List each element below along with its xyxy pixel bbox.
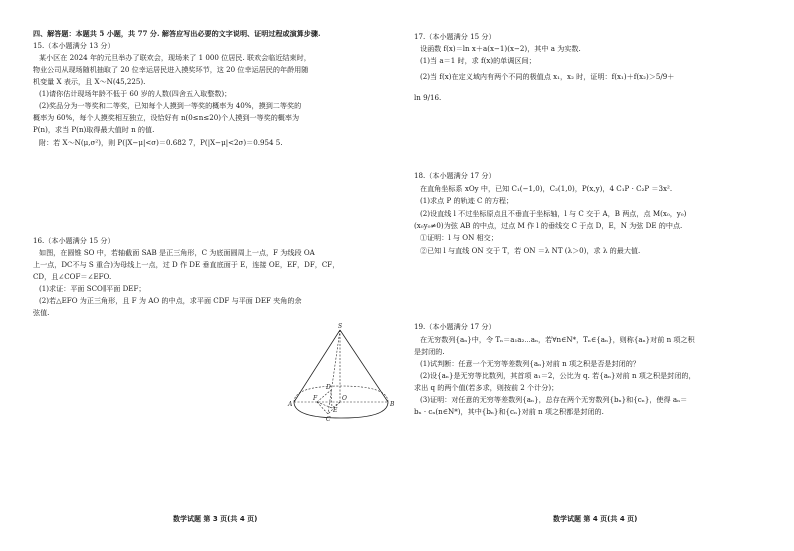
problem-18-line: (x₀y₀≠0)为弦 AB 的中点，过点 M 作 l 的垂线交 C 于点 D，E，N 为弦 DE 的中点. [414, 221, 683, 230]
problem-19-line: 求出 q 的两个值(若多求，则按前 2 个计分)； [414, 383, 559, 392]
problem-16-part-1: (1)求证：平面 SCO∥平面 DEF； [39, 284, 146, 293]
problem-16-part-2: (2)若△EFO 为正三角形，且 F 为 AO 的中点，求平面 CDF 与平面 DEF 夹角的余 [39, 296, 302, 305]
problem-16-line: 弦值. [33, 308, 50, 317]
problem-18-part-1: (1)求点 P 的轨迹 C 的方程； [420, 196, 514, 205]
problem-19-line: 是封闭的. [414, 347, 445, 356]
problem-17-header: 17.（本小题满分 15 分） [414, 32, 496, 41]
section-title: 四、解答题：本题共 5 小题，共 77 分. 解答应写出必要的文字说明、证明过程或演算步骤. [33, 29, 321, 38]
problem-15-part-1: (1)请你估计现场年龄不低于 60 岁的人数(四舍五入取整数)； [39, 89, 232, 98]
problem-19-line: 在无穷数列{aₙ}中，令 Tₙ＝a₁a₂⋯aₙ，若∀n∈N*，Tₙ∈{aₙ}，则称{aₙ}对前 n 项之积 [420, 335, 695, 344]
cone-figure [286, 322, 398, 422]
problem-18-part-2: (2)设直线 l 不过坐标原点且不垂直于坐标轴，l 与 C 交于 A，B 两点，点 M(x₀，y₀) [420, 209, 687, 218]
problem-16-header: 16.（本小题满分 15 分） [33, 236, 115, 245]
problem-15-line: 机变量 X 表示，且 X～N(45,225). [33, 77, 146, 86]
label-s: S [338, 323, 343, 330]
label-a: A [288, 401, 293, 408]
segment-fd [317, 390, 331, 402]
problem-18-header: 18.（本小题满分 17 分） [414, 171, 496, 180]
problem-15-part-2: (2)奖品分为一等奖和二等奖，已知每个人摸到一等奖的概率为 40%，摸到二等奖的 [39, 101, 302, 110]
problem-15-line: P(n)，求当 P(n)取得最大值时 n 的值. [33, 125, 155, 134]
label-d: D [326, 384, 331, 391]
problem-15-line: 概率为 60%，每个人摸奖相互独立，设恰好有 n(0≤n≤20)个人摸到一等奖的概率为 [33, 113, 300, 122]
problem-15-line: 物业公司从现场随机抽取了 20 位幸运居民进入摸奖环节，这 20 位幸运居民的年龄用随 [33, 65, 309, 74]
problem-19-header: 19.（本小题满分 17 分） [414, 322, 496, 331]
cone-base-back [294, 386, 388, 402]
label-o: O [342, 395, 347, 402]
label-f: F [313, 395, 318, 402]
problem-15-appendix: 附：若 X～N(μ,σ²)，则 P(|X−μ|<σ)＝0.682 7，P(|X−μ|<2σ)＝0.954 5. [39, 138, 283, 147]
problem-16-line: CD，且∠COF＝∠EFO. [33, 272, 112, 281]
problem-17-line: ln 9/16. [414, 93, 442, 102]
problem-16-line: 如图，在圆锥 SO 中，若轴截面 SAB 是正三角形，C 为底面圆周上一点，F 为线段 OA [39, 248, 315, 257]
problem-19-part-1: (1)试判断：任意一个无穷等差数列{aₙ}对前 n 项之积是否是封闭的？ [420, 359, 640, 368]
problem-17-part-1: (1)当 a＝1 时，求 f(x)的单调区间； [420, 56, 536, 65]
problem-15-header: 15.（本小题满分 13 分） [33, 41, 115, 50]
problem-17-line: 设函数 f(x)＝ln x＋a(x−1)(x−2)，其中 a 为实数. [420, 44, 581, 53]
problem-15-line: 某小区在 2024 年的元旦举办了联欢会，现场来了 1 000 位居民. 联欢会临近结束时， [39, 53, 311, 62]
problem-17-part-2: (2)当 f(x)在定义域内有两个不同的极值点 x₁，x₂ 时，证明：f(x₁)＋f(x₂)＞5/9＋ [420, 72, 675, 81]
label-b: B [390, 401, 395, 408]
problem-18-subpart-1: ①证明：l 与 ON 相交； [420, 233, 498, 242]
problem-18-line: 在直角坐标系 xOy 中，已知 C₁(−1,0)，C₂(1,0)，P(x,y)，4 C₁P · C₂P ＝3x². [420, 184, 673, 193]
problem-19-part-3: (3)证明：对任意的无穷等差数列{aₙ}，总存在两个无穷数列{bₙ}和{cₙ}，使得 aₙ＝ [420, 395, 688, 404]
cone-generatrix-sa [294, 330, 340, 402]
page-footer-left: 数学试题 第 3 页(共 4 页) [173, 515, 258, 523]
cone-generatrix-sb [340, 330, 388, 402]
label-e: E [333, 407, 338, 414]
page-footer-right: 数学试题 第 4 页(共 4 页) [553, 515, 638, 523]
problem-16-line: 上一点，DC不与 S 重合)为母线上一点，过 D 作 DE 垂直底面于 E，连接 OE，EF，DF，CF， [33, 260, 340, 269]
label-c: C [326, 416, 331, 422]
problem-19-line: bₙ · cₙ(n∈N*)，其中{bₙ}和{cₙ}对前 n 项之积都是封闭的. [414, 407, 604, 416]
problem-19-part-2: (2)设{aₙ}是无穷等比数列，其首项 a₁＝2，公比为 q. 若{aₙ}对前 n 项之积是封闭的， [420, 371, 696, 380]
segment-fc [317, 402, 328, 414]
problem-18-subpart-2: ②已知 l 与直线 ON 交于 T，若 ON ＝λ NT (λ＞0)，求 λ 的最大值. [420, 246, 641, 255]
cone-generatrix-sc [328, 330, 340, 414]
cone-base-front [294, 402, 388, 418]
